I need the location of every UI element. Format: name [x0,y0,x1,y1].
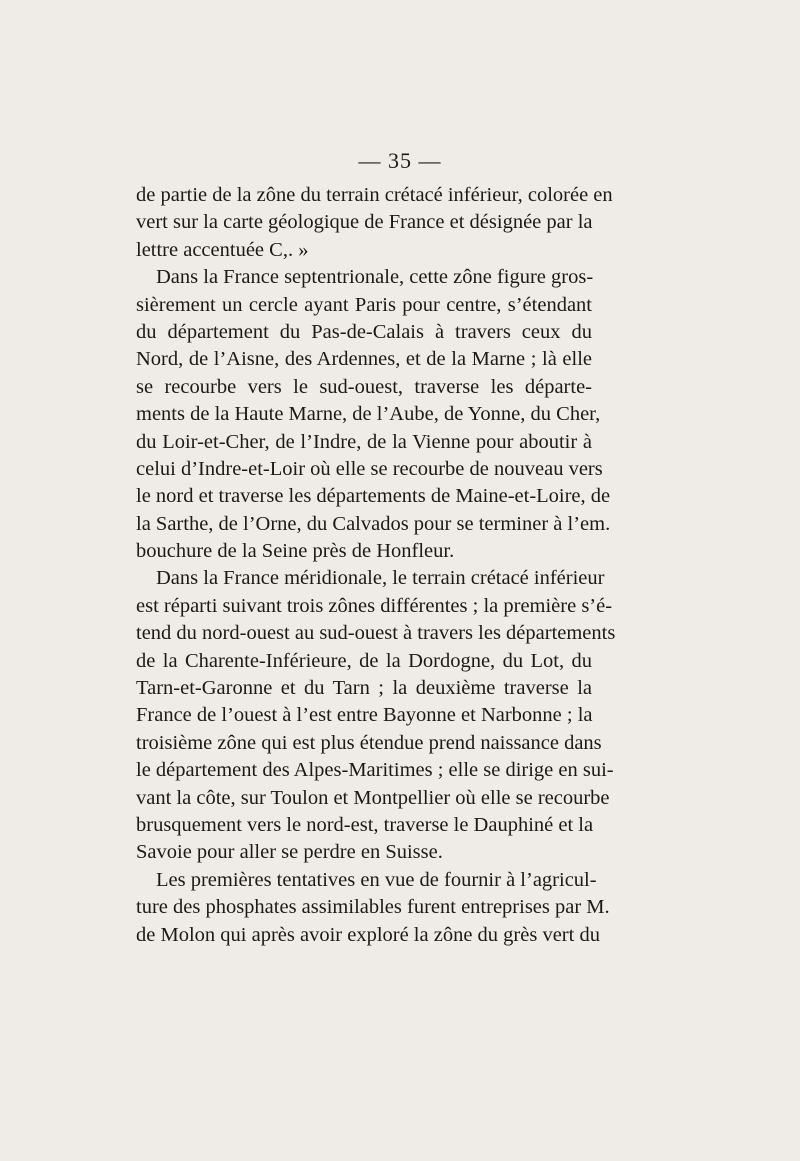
text-line: Tarn-et-Garonne et du Tarn ; la deuxième traverse la [136,677,592,700]
text-line: de la Charente-Inférieure, de la Dordogne, du Lot, du [136,649,592,672]
text-line: tend du nord-ouest au sud-ouest à travers les départements [136,622,616,645]
page-number: — 35 — [358,148,442,173]
text-line: vant la côte, sur Toulon et Montpellier où elle se recourbe [136,786,610,809]
text-line: du département du Pas-de-Calais à travers ceux du [136,320,592,343]
text-line: lettre accentuée C,. » [136,238,309,261]
text-line: bouchure de la Seine près de Honfleur. [136,540,455,563]
text-line: Dans la France méridionale, le terrain crétacé inférieur [156,567,605,590]
text-line: est réparti suivant trois zônes différentes ; la première s’é- [136,594,613,617]
text-line: se recourbe vers le sud-ouest, traverse les départe- [136,375,592,398]
text-line: la Sarthe, de l’Orne, du Calvados pour se terminer à l’em. [136,512,611,535]
text-line: celui d’Indre-et-Loir où elle se recourbe de nouveau vers [136,457,603,480]
text-line: Les premières tentatives en vue de fournir à l’agricul- [156,868,597,891]
body-text [136,182,616,949]
text-line: brusquement vers le nord-est, traverse le Dauphiné et la [136,813,594,836]
text-line: le département des Alpes-Maritimes ; elle se dirige en sui- [136,759,614,782]
text-line: sièrement un cercle ayant Paris pour centre, s’étendant [136,293,592,316]
text-line: du Loir-et-Cher, de l’Indre, de la Vienne pour aboutir à [136,430,592,453]
text-line: de Molon qui après avoir exploré la zône du grès vert du [136,923,600,946]
text-line: vert sur la carte géologique de France et désignée par la [136,211,593,234]
text-line: troisième zône qui est plus étendue prend naissance dans [136,731,602,754]
text-line: Dans la France septentrionale, cette zône figure gros- [156,266,594,289]
text-line: ture des phosphates assimilables furent entreprises par M. [136,896,610,919]
text-line: ments de la Haute Marne, de l’Aube, de Yonne, du Cher, [136,403,601,426]
text-line: Nord, de l’Aisne, des Ardennes, et de la Marne ; là elle [136,348,592,371]
text-line: Savoie pour aller se perdre en Suisse. [136,841,443,864]
text-line: France de l’ouest à l’est entre Bayonne et Narbonne ; la [136,704,593,727]
text-line: le nord et traverse les départements de Maine-et-Loire, de [136,485,611,508]
text-line: de partie de la zône du terrain crétacé inférieur, colorée en [136,184,613,206]
